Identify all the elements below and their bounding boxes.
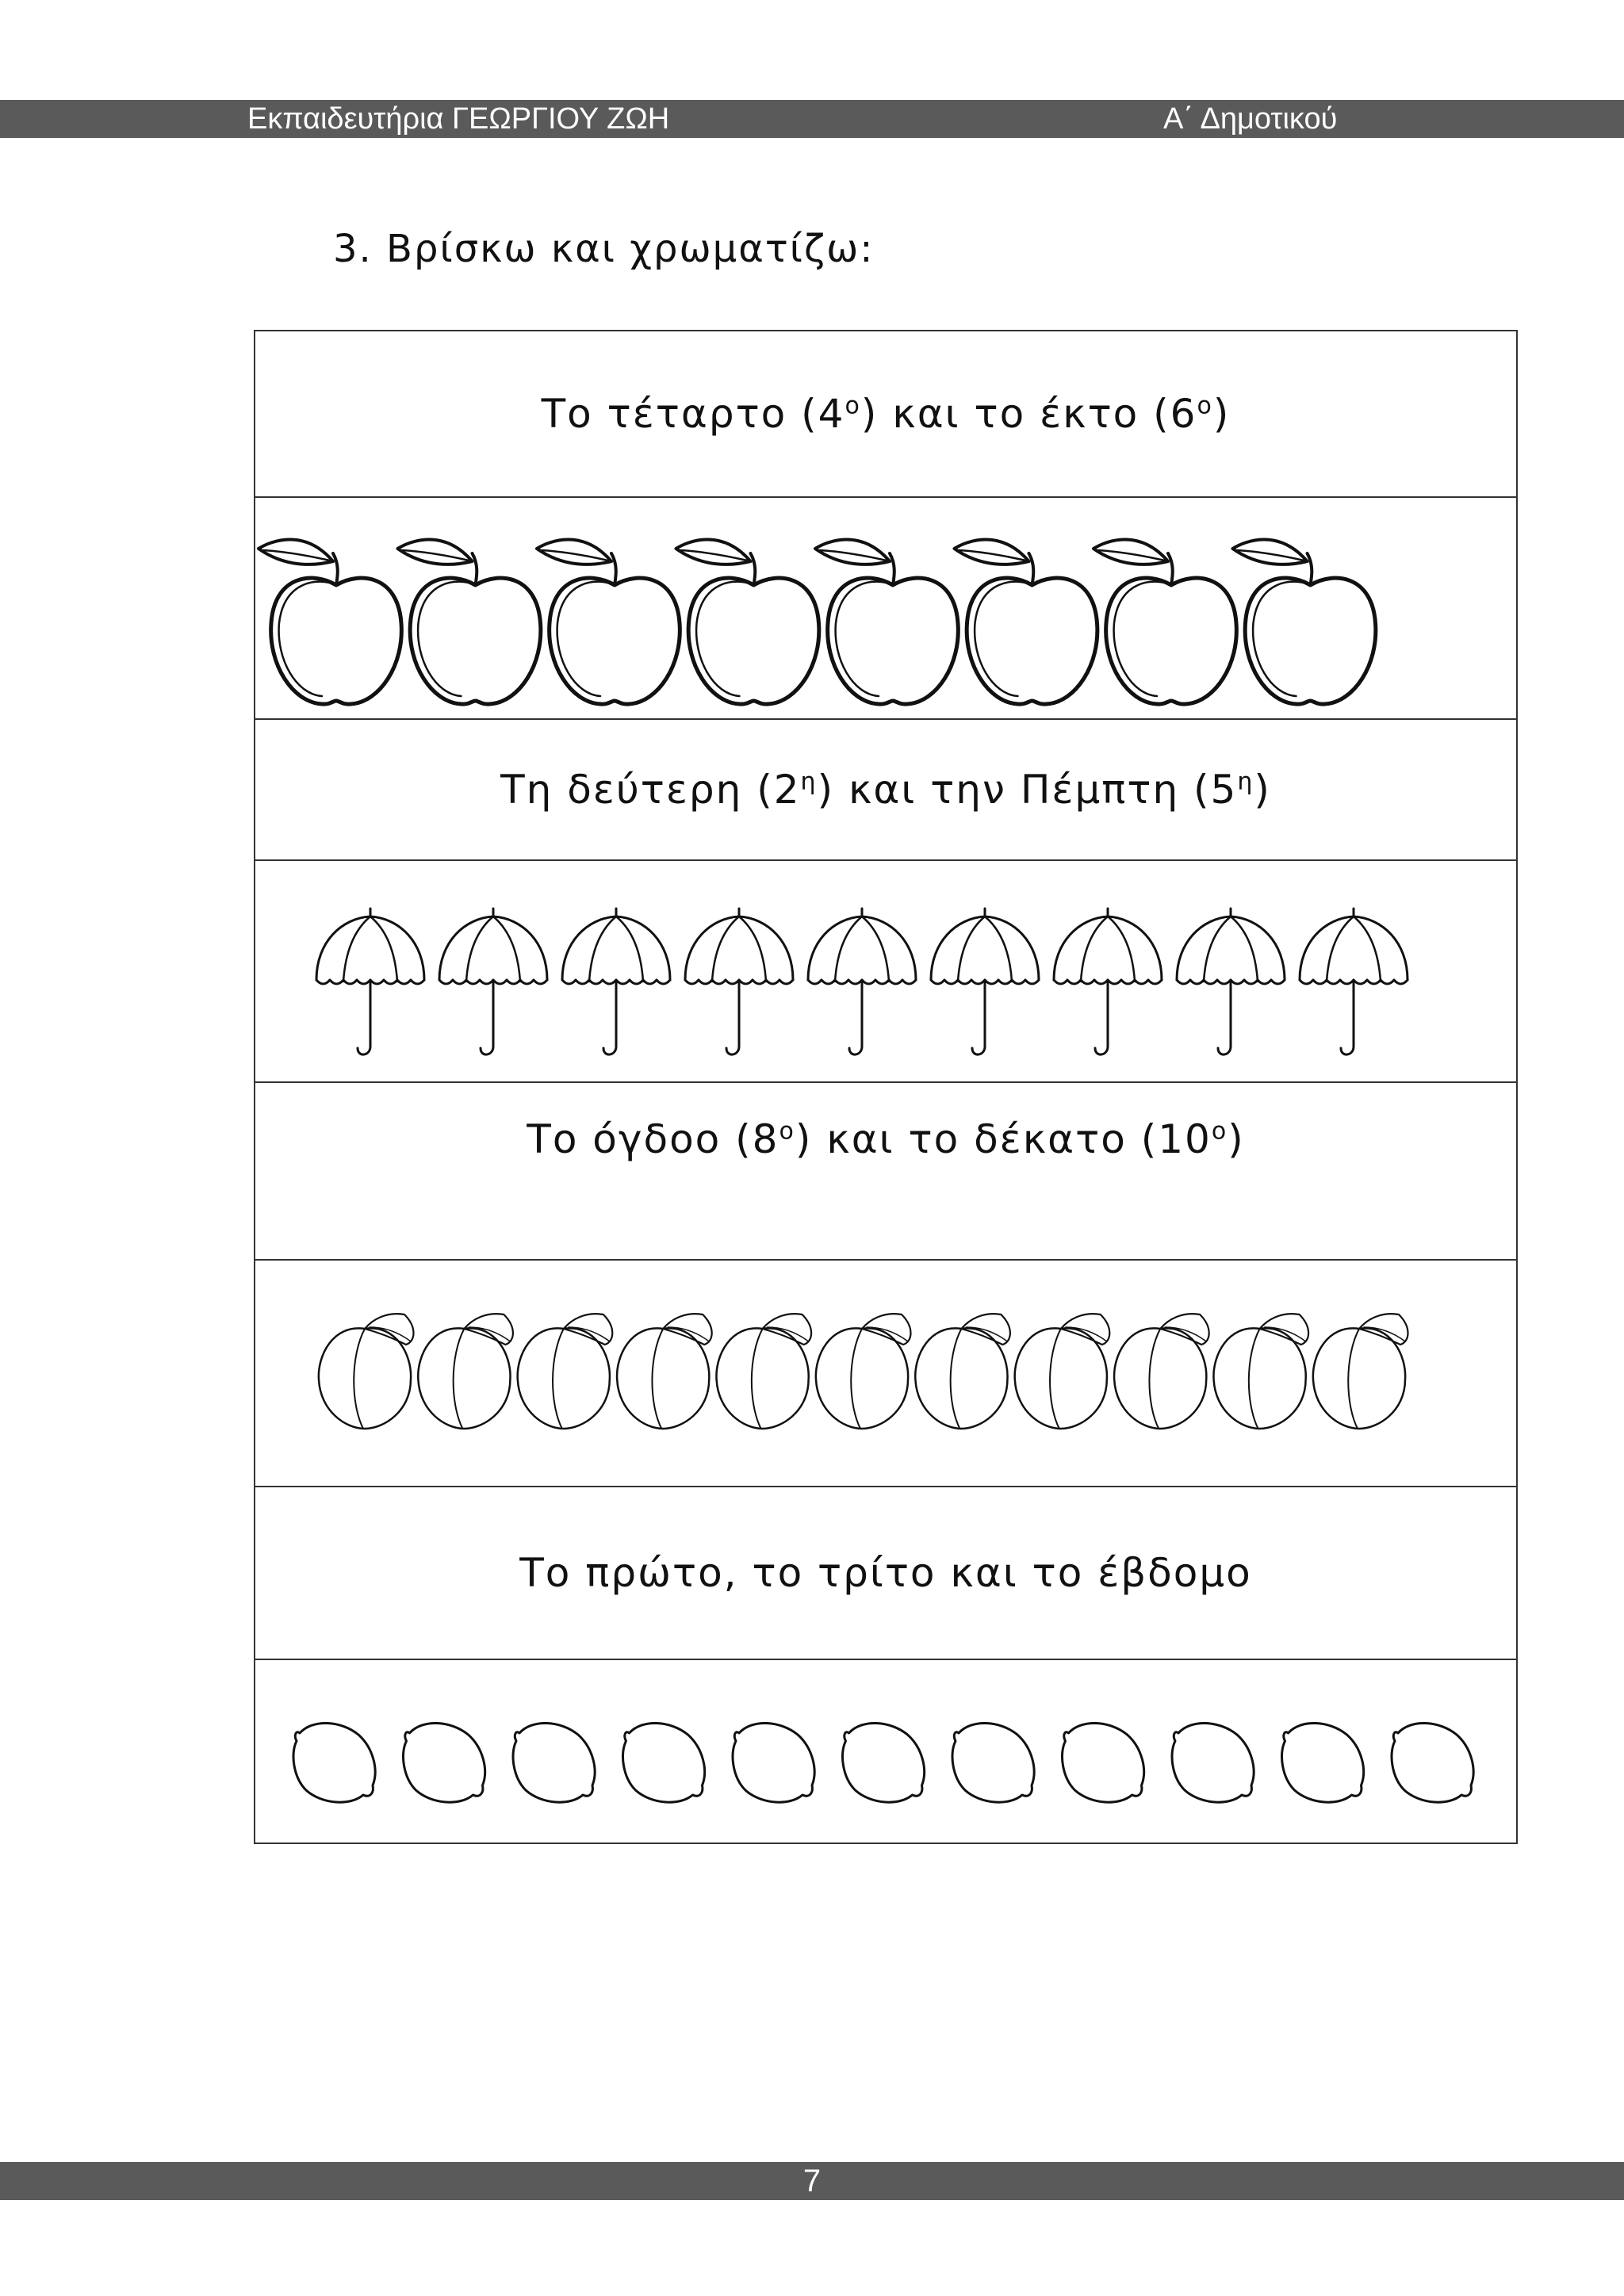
lemon-icon[interactable]: [1063, 1723, 1144, 1802]
umbrella-icon[interactable]: [562, 909, 670, 1054]
lemon-icon[interactable]: [1392, 1723, 1473, 1802]
exercise-title: 3. Βρίσκω και χρωματίζω:: [333, 227, 875, 271]
lemon-icon[interactable]: [513, 1723, 595, 1802]
apple-icon[interactable]: [1233, 540, 1376, 705]
school-name: Εκπαιδευτήρια ΓΕΩΡΓΙΟΥ ΖΩΗ: [247, 102, 670, 136]
umbrella-icon[interactable]: [439, 909, 547, 1054]
peach-icon[interactable]: [716, 1314, 811, 1429]
lemon-icon[interactable]: [623, 1723, 705, 1802]
apple-icon[interactable]: [537, 540, 680, 705]
instruction-row-3: [255, 1083, 1516, 1261]
instruction-text-4: Το πρώτο, το τρίτο και το έβδομο: [519, 1550, 1252, 1596]
instruction-row-4: [255, 1487, 1516, 1660]
peaches-group: [255, 1261, 1516, 1486]
lemon-icon[interactable]: [733, 1723, 814, 1802]
peach-icon[interactable]: [418, 1314, 513, 1429]
apples-row: [255, 498, 1516, 720]
apples-group: [255, 498, 1516, 718]
lemon-icon[interactable]: [293, 1723, 375, 1802]
lemon-icon[interactable]: [843, 1723, 925, 1802]
apple-icon[interactable]: [815, 540, 958, 705]
peach-icon[interactable]: [319, 1314, 414, 1429]
lemon-icon[interactable]: [952, 1723, 1034, 1802]
instruction-text-3: Το όγδοο $(8^o)$ και το δέκατο $(10^o)$: [527, 1116, 1245, 1162]
instruction-text-1: Το τέταρτο $(4^o)$ και το έκτο $(6^o)$: [541, 391, 1231, 437]
umbrella-icon[interactable]: [685, 909, 793, 1054]
page-footer: [0, 2162, 1624, 2200]
worksheet-table: [254, 330, 1518, 1844]
peaches-row: [255, 1261, 1516, 1487]
instruction-row-1: [255, 331, 1516, 498]
umbrella-icon[interactable]: [1300, 909, 1408, 1054]
lemons-group: [255, 1660, 1516, 1841]
lemon-icon[interactable]: [1172, 1723, 1254, 1802]
umbrella-icon[interactable]: [808, 909, 916, 1054]
peach-icon[interactable]: [1313, 1314, 1408, 1429]
apple-icon[interactable]: [955, 540, 1097, 705]
umbrella-icon[interactable]: [316, 909, 424, 1054]
page-number: 7: [802, 2164, 822, 2198]
lemon-icon[interactable]: [1282, 1723, 1364, 1802]
instruction-text-2: Τη δεύτερη $(2^\eta)$ και την Πέμπτη $(5^\eta)$: [500, 767, 1271, 813]
peach-icon[interactable]: [816, 1314, 911, 1429]
lemons-row: [255, 1660, 1516, 1843]
grade-label: Α΄ Δημοτικού: [1163, 102, 1338, 136]
peach-icon[interactable]: [1213, 1314, 1308, 1429]
apple-icon[interactable]: [1094, 540, 1236, 705]
page-header: [0, 100, 1624, 138]
apple-icon[interactable]: [676, 540, 819, 705]
peach-icon[interactable]: [1015, 1314, 1110, 1429]
umbrella-icon[interactable]: [931, 909, 1039, 1054]
peach-icon[interactable]: [915, 1314, 1010, 1429]
lemon-icon[interactable]: [404, 1723, 485, 1802]
peach-icon[interactable]: [617, 1314, 712, 1429]
umbrella-icon[interactable]: [1054, 909, 1162, 1054]
umbrella-icon[interactable]: [1177, 909, 1285, 1054]
umbrellas-row: [255, 861, 1516, 1083]
instruction-row-2: [255, 720, 1516, 861]
umbrellas-group: [255, 861, 1516, 1081]
peach-icon[interactable]: [1114, 1314, 1209, 1429]
apple-icon[interactable]: [259, 540, 401, 705]
peach-icon[interactable]: [518, 1314, 613, 1429]
apple-icon[interactable]: [398, 540, 541, 705]
